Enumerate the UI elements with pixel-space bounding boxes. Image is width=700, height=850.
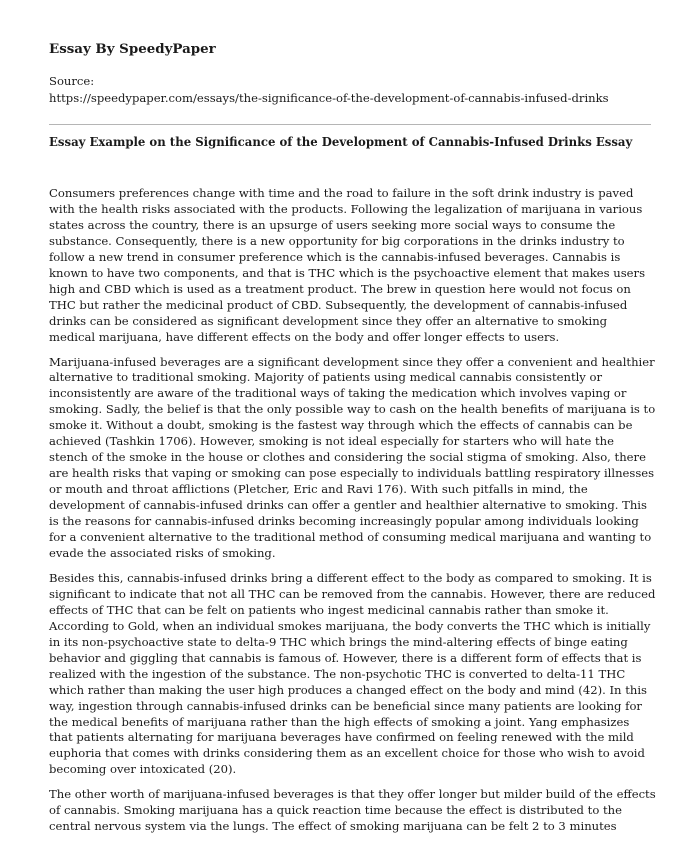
source-label: Source:: [49, 74, 95, 88]
site-title: Essay By SpeedyPaper: [49, 41, 216, 57]
header-divider: [49, 124, 651, 125]
essay-body: [49, 186, 656, 844]
essay-paragraph: The other worth of marijuana-infused beverages is that they offer longer but milder build of the effects of cannabis. Smoking marijuana has a quick reaction time because the effect is distributed to the central nervous system via the lungs. The effect of smoking marijuana can be felt 2 to 3 minutes: [49, 787, 656, 834]
source-url: https://speedypaper.com/essays/the-significance-of-the-development-of-cannabis-infused-drinks: [49, 91, 609, 105]
essay-paragraph: Marijuana-infused beverages are a significant development since they offer a convenient and healthier alternative to traditional smoking. Majority of patients using medical cannabis consistently or inconsistently are aware of the traditional ways of taking the medication which involves vaping or smoking. Sadly, the belief is that the only possible way to cash on the health benefits of marijuana is to smoke it. Without a doubt, smoking is the fastest way through which the effects of cannabis can be achieved (Tashkin 1706). However, smoking is not ideal especially for starters who will hate the stench of the smoke in the house or clothes and considering the social stigma of smoking. Also, there are health risks that vaping or smoking can pose especially to individuals battling respiratory illnesses or mouth and throat afflictions (Pletcher, Eric and Ravi 176). With such pitfalls in mind, the development of cannabis-infused drinks can offer a gentler and healthier alternative to smoking. This is the reasons for cannabis-infused drinks becoming increasingly popular among individuals looking for a convenient alternative to the traditional method of consuming medical marijuana and wanting to evade the associated risks of smoking.: [49, 354, 656, 560]
essay-paragraph: Consumers preferences change with time and the road to failure in the soft drink industry is paved with the health risks associated with the products. Following the legalization of marijuana in various states across the country, there is an upsurge of users seeking more social ways to consume the substance. Consequently, there is a new opportunity for big corporations in the drinks industry to follow a new trend in consumer preference which is the cannabis-infused beverages. Cannabis is known to have two components, and that is THC which is the psychoactive element that makes users high and CBD which is used as a treatment product. The brew in question here would not focus on THC but rather the medicinal product of CBD. Subsequently, the development of cannabis-infused drinks can be considered as significant development since they offer an alternative to smoking medical marijuana, have different effects on the body and offer longer effects to users.: [49, 186, 646, 344]
essay-paragraph: Besides this, cannabis-infused drinks bring a different effect to the body as compared to smoking. It is significant to indicate that not all THC can be removed from the cannabis. However, there are reduced effects of THC that can be felt on patients who ingest medicinal cannabis rather than smoke it. According to Gold, when an individual smokes marijuana, the body converts the THC which is initially in its non-psychoactive state to delta-9 THC which brings the mind-altering effects of binge eating behavior and giggling that cannabis is famous of. However, there is a different form of effects that is realized with the ingestion of the substance. The non-psychotic THC is converted to delta-11 THC which rather than making the user high produces a changed effect on the body and mind (42). In this way, ingestion through cannabis-infused drinks can be beneficial since many patients are looking for the medical benefits of marijuana rather than the high effects of smoking a joint. Yang emphasizes that patients alternating for marijuana beverages have confirmed on feeling renewed with the mild euphoria that comes with drinks considering them as an excellent choice for those who wish to avoid becoming over intoxicated (20).: [49, 570, 656, 777]
source-block: [49, 73, 669, 107]
essay-title: Essay Example on the Significance of the Development of Cannabis-Infused Drinks Essay: [49, 135, 633, 149]
